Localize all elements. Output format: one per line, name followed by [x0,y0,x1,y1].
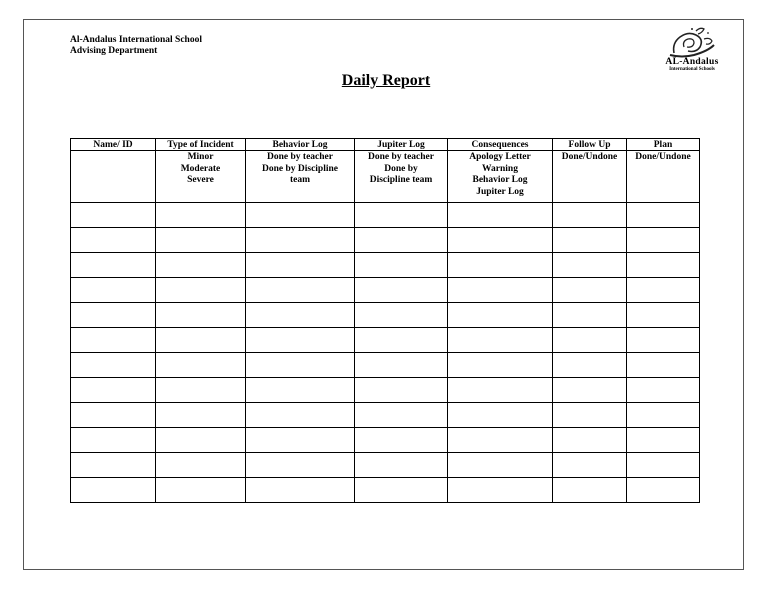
report-title: Daily Report [341,72,431,89]
table-row [71,303,700,328]
table-row [71,428,700,453]
option-done-by-teacher: Done by teacher [368,152,434,162]
table-row [71,228,700,253]
table-cell[interactable] [71,228,156,253]
table-cell[interactable] [71,353,156,378]
table-row [71,353,700,378]
table-cell[interactable] [71,428,156,453]
options-cell-consequences [448,151,553,203]
table-cell[interactable] [246,353,355,378]
department-name: Advising Department [70,46,158,56]
logo-name: AL-Andalus [665,57,719,67]
table-cell[interactable] [627,378,700,403]
table-cell[interactable] [553,378,627,403]
table-cell[interactable] [355,203,448,228]
table-cell[interactable] [71,478,156,503]
table-cell[interactable] [355,403,448,428]
table-cell[interactable] [355,253,448,278]
option-done-by-teacher: Done by teacher [267,152,333,162]
school-name: Al-Andalus International School [70,35,202,45]
table-cell[interactable] [355,353,448,378]
table-cell[interactable] [448,353,553,378]
table-cell[interactable] [246,253,355,278]
option-jupiter-log: Jupiter Log [476,186,524,197]
table-cell[interactable] [246,403,355,428]
table-cell[interactable] [553,328,627,353]
column-header-plan: Plan [627,139,700,151]
table-cell[interactable] [246,228,355,253]
table-cell[interactable] [246,478,355,503]
option-apology-letter: Apology Letter [469,152,531,162]
table-cell[interactable] [627,328,700,353]
table-cell[interactable] [355,453,448,478]
table-row [71,328,700,353]
table-cell[interactable] [553,253,627,278]
table-cell[interactable] [448,278,553,303]
table-cell[interactable] [156,453,246,478]
table-cell[interactable] [448,428,553,453]
table-cell[interactable] [627,403,700,428]
table-cell[interactable] [553,203,627,228]
table-cell[interactable] [246,378,355,403]
table-cell[interactable] [627,203,700,228]
table-cell[interactable] [553,403,627,428]
column-header-follow-up: Follow Up [553,139,627,151]
table-cell[interactable] [71,253,156,278]
table-cell[interactable] [627,453,700,478]
option-done-by-discipline: Done by Discipline [261,163,338,174]
table-cell[interactable] [627,353,700,378]
table-cell[interactable] [355,478,448,503]
table-cell[interactable] [627,428,700,453]
table-row [71,453,700,478]
table-cell[interactable] [246,328,355,353]
option-team: team [289,175,311,185]
table-cell[interactable] [246,278,355,303]
table-row [71,403,700,428]
table-cell[interactable] [156,378,246,403]
table-cell[interactable] [355,278,448,303]
table-cell[interactable] [448,303,553,328]
options-cell-behavior-log [246,151,355,203]
table-cell[interactable] [156,228,246,253]
table-cell[interactable] [553,453,627,478]
column-header-consequences: Consequences [448,139,553,151]
column-header-name-id: Name/ ID [71,139,156,151]
table-cell[interactable] [156,303,246,328]
option-discipline-team: Discipline team [369,175,433,185]
table-row [71,378,700,403]
table-cell[interactable] [156,253,246,278]
option-warning: Warning [482,163,518,174]
column-header-jupiter-log: Jupiter Log [355,139,448,151]
table-cell[interactable] [71,278,156,303]
table-cell[interactable] [448,478,553,503]
table-cell[interactable] [156,353,246,378]
table-row [71,253,700,278]
option-done-undone: Done/Undone [561,152,618,162]
table-row [71,278,700,303]
table-cell[interactable] [246,303,355,328]
table-cell[interactable] [71,378,156,403]
table-cell[interactable] [246,428,355,453]
table-cell[interactable] [156,478,246,503]
table-cell[interactable] [71,403,156,428]
table-cell[interactable] [553,278,627,303]
option-done-undone: Done/Undone [635,152,691,162]
options-cell-follow-up [553,151,627,203]
table-cell[interactable] [448,253,553,278]
table-cell[interactable] [156,403,246,428]
table-cell[interactable] [553,228,627,253]
table-cell[interactable] [71,453,156,478]
table-cell[interactable] [448,378,553,403]
option-behavior-log: Behavior Log [472,175,528,185]
table-cell[interactable] [627,253,700,278]
table-cell[interactable] [156,328,246,353]
table-cell[interactable] [627,228,700,253]
option-moderate: Moderate [180,163,221,174]
table-cell[interactable] [246,453,355,478]
logo-subtitle: International Schools [669,67,715,72]
column-header-behavior-log: Behavior Log [246,139,355,151]
organization-header [70,35,202,57]
table-cell[interactable] [553,353,627,378]
table-cell[interactable] [448,453,553,478]
table-cell[interactable] [156,428,246,453]
table-cell[interactable] [355,428,448,453]
table-cell[interactable] [553,428,627,453]
table-cell[interactable] [355,328,448,353]
table-header-row [71,139,700,151]
table-cell[interactable] [627,278,700,303]
options-cell-jupiter-log [355,151,448,203]
table-cell[interactable] [71,328,156,353]
table-cell[interactable] [448,403,553,428]
table-cell[interactable] [156,278,246,303]
table-cell[interactable] [355,303,448,328]
table-cell[interactable] [627,478,700,503]
table-cell[interactable] [246,203,355,228]
table-cell[interactable] [355,228,448,253]
table-cell[interactable] [553,478,627,503]
options-row [71,151,700,203]
column-header-type-of-incident: Type of Incident [156,139,246,151]
table-cell[interactable] [448,328,553,353]
option-severe: Severe [187,175,214,185]
table-cell[interactable] [355,378,448,403]
options-cell-plan [627,151,700,203]
options-cell-name-id[interactable] [71,151,156,203]
options-cell-type-of-incident [156,151,246,203]
table-cell[interactable] [71,303,156,328]
table-cell[interactable] [448,228,553,253]
option-minor: Minor [187,152,214,162]
daily-report-table [70,138,700,503]
table-row [71,203,700,228]
option-done-by: Done by [384,163,418,174]
table-cell[interactable] [627,303,700,328]
school-logo [646,25,738,75]
table-cell[interactable] [156,203,246,228]
calligraphy-emblem-icon [666,25,718,59]
table-row [71,478,700,503]
table-cell[interactable] [71,203,156,228]
table-cell[interactable] [553,303,627,328]
table-cell[interactable] [448,203,553,228]
